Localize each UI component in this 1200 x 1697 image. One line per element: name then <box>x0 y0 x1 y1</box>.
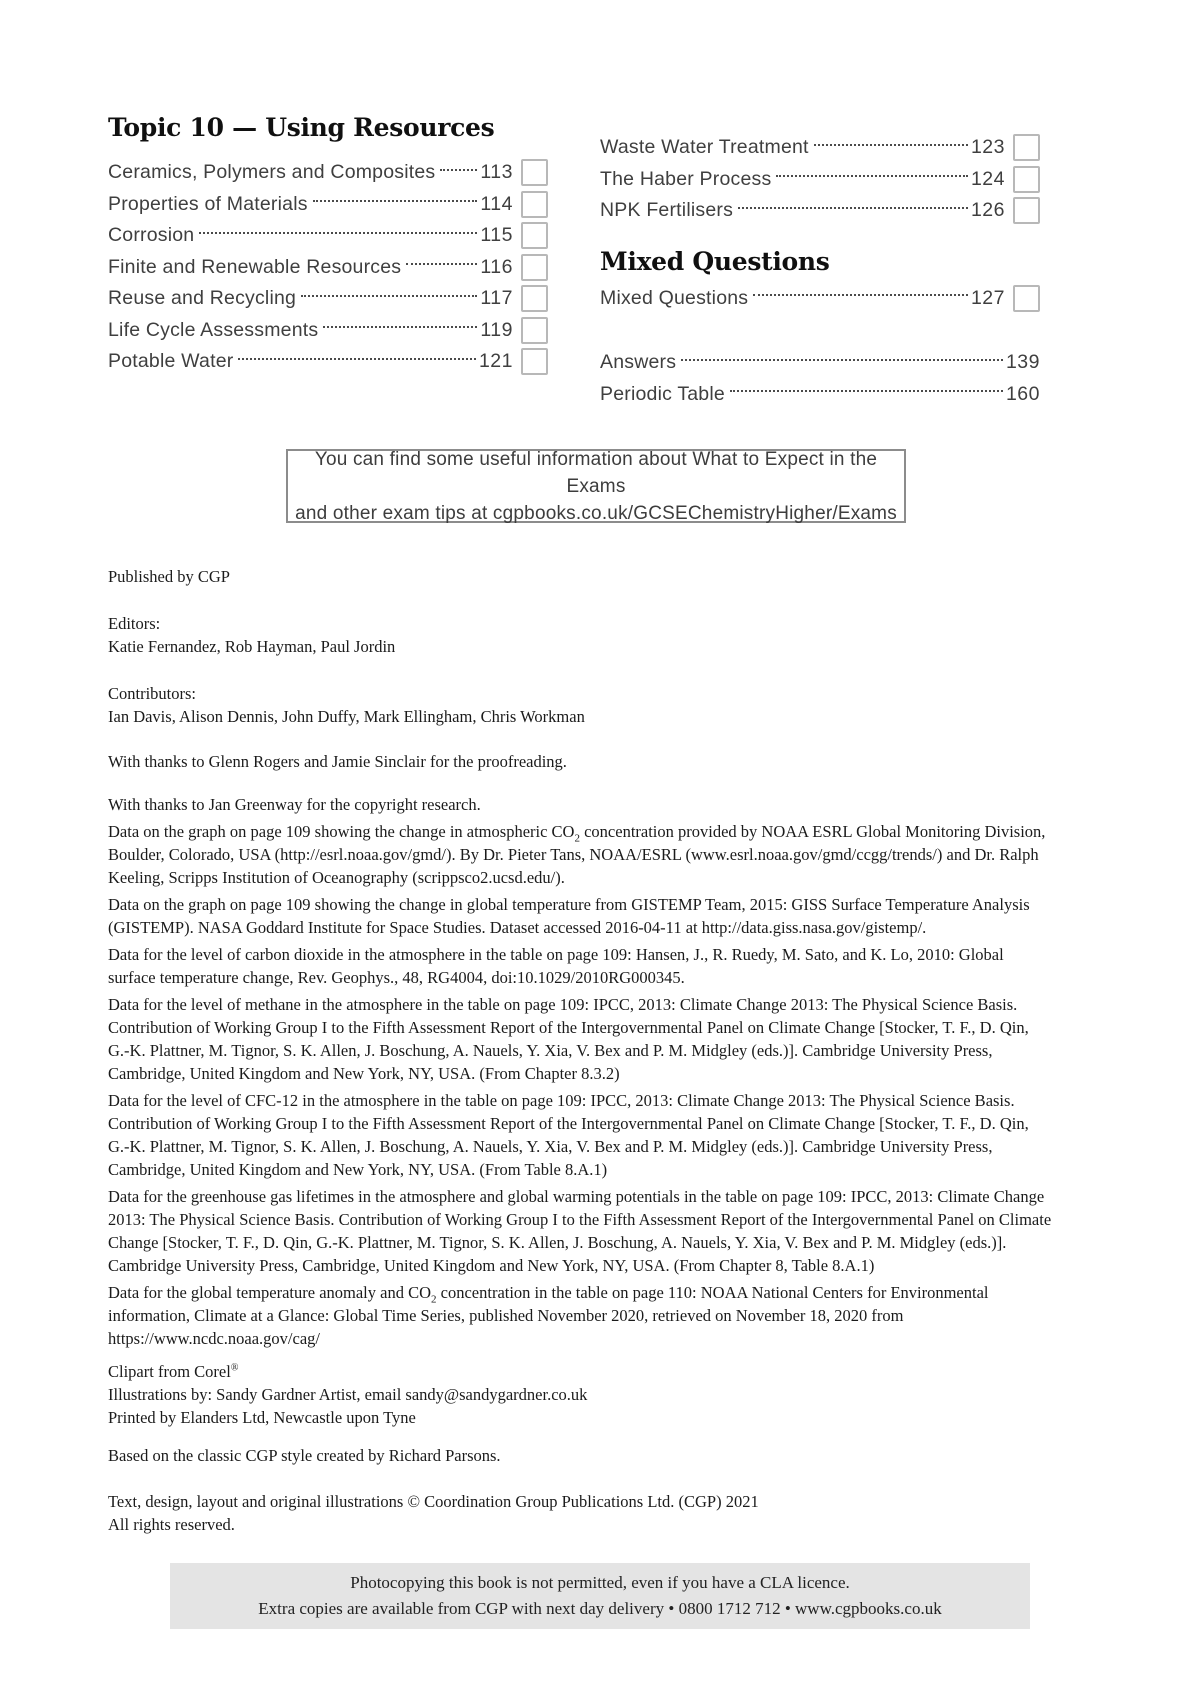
toc-item <box>600 132 1040 164</box>
toc-item-checkbox[interactable] <box>1013 197 1040 224</box>
toc-item-page: 123 <box>970 136 1005 159</box>
toc-item-page: 115 <box>480 224 513 247</box>
toc-item-page: 117 <box>480 287 513 310</box>
rights-reserved: All rights reserved. <box>108 1515 235 1534</box>
toc-item-label: Waste Water Treatment <box>600 136 809 159</box>
clipart-credit: Clipart from Corel® <box>108 1362 239 1381</box>
exam-info-box <box>286 449 906 523</box>
toc-item-page: 126 <box>970 199 1005 222</box>
toc-item-checkbox[interactable] <box>521 317 548 344</box>
toc-item-label: Ceramics, Polymers and Composites <box>108 161 436 184</box>
toc-heading-topic10: Topic 10 — Using Resources <box>108 113 495 142</box>
toc-item-label: Mixed Questions <box>600 286 749 309</box>
published-by: Published by CGP <box>108 567 230 586</box>
toc-mixed-items <box>600 283 1040 315</box>
dotted-leader <box>738 207 968 209</box>
toc-item-page: 124 <box>970 167 1005 190</box>
based-on: Based on the classic CGP style created by Richard Parsons. <box>108 1446 501 1465</box>
toc-item-checkbox[interactable] <box>521 191 548 218</box>
data-credit-greenhouse-lifetimes: Data for the greenhouse gas lifetimes in the atmosphere and global warming potentials in the table on page 109: IPCC, 2013: Climate Change 2013: The Physical Science Basis. Contribution of Working Group I to the Fifth Assessment Report of the Intergovernmental Panel on Climate Change [Stocker, T. F., D. Qin, G.-K. Plattner, M. Tignor, S. K. Allen, J. Boschung, A. Nauels, Y. Xia, V. Bex and P. M. Midgley (eds.)]. Cambridge University Press, Cambridge, United Kingdom and New York, NY, USA. (From Chapter 8, Table 8.A.1) <box>108 1187 1052 1275</box>
toc-item-checkbox[interactable] <box>521 222 548 249</box>
toc-item-checkbox[interactable] <box>521 159 548 186</box>
copyright-line: Text, design, layout and original illustrations © Coordination Group Publications Ltd. (CGP) 2021 <box>108 1492 759 1511</box>
printed-by: Printed by Elanders Ltd, Newcastle upon Tyne <box>108 1408 416 1427</box>
dotted-leader <box>440 169 477 171</box>
toc-item <box>600 379 1040 411</box>
photocopy-notice-line1: Photocopying this book is not permitted, even if you have a CLA licence. <box>350 1573 850 1592</box>
toc-item-label: Periodic Table <box>600 382 725 405</box>
toc-item-label: Life Cycle Assessments <box>108 318 319 341</box>
toc-item-label: Corrosion <box>108 224 195 247</box>
data-credit-carbon-dioxide: Data for the level of carbon dioxide in the atmosphere in the table on page 109: Hansen, J., R. Ruedy, M. Sato, and K. Lo, 2010: Global surface temperature change, Rev. Geophys., 48, RG4004, doi:10.1029/2010RG000345. <box>108 945 1004 987</box>
toc-item-checkbox[interactable] <box>1013 134 1040 161</box>
toc-item-page: 160 <box>1005 382 1040 405</box>
toc-item <box>600 283 1040 315</box>
data-credit-methane: Data for the level of methane in the atmosphere in the table on page 109: IPCC, 2013: Climate Change 2013: The Physical Science Basis. Contribution of Working Group I to the Fifth Assessment Report of the Intergovernmental Panel on Climate Change [Stocker, T. F., D. Qin, G.-K. Plattner, M. Tignor, S. K. Allen, J. Boschung, A. Nauels, Y. Xia, V. Bex and P. M. Midgley (eds.)]. Cambridge University Press, Cambridge, United Kingdom and New York, NY, USA. (From Chapter 8.3.2) <box>108 995 1029 1083</box>
dotted-leader <box>681 359 1003 361</box>
toc-heading-mixed: Mixed Questions <box>600 246 830 276</box>
toc-item-label: The Haber Process <box>600 167 772 190</box>
dotted-leader <box>199 232 477 234</box>
toc-item <box>108 283 548 315</box>
toc-item-page: 119 <box>480 318 513 341</box>
thanks-proofreading: With thanks to Glenn Rogers and Jamie Sinclair for the proofreading. <box>108 752 567 771</box>
data-credit-temp-anomaly: Data for the global temperature anomaly and $CO_2$ concentration in the table on page 110: NOAA National Centers for Environmental information, Climate at a Glance: Global Time Series, published November 2020, retrieved on November 18, 2020 from https://www.ncdc.noaa.gov/cag/ <box>108 1283 989 1348</box>
photocopy-notice <box>170 1563 1030 1629</box>
dotted-leader <box>238 358 476 360</box>
dotted-leader <box>301 295 477 297</box>
toc-item-label: Finite and Renewable Resources <box>108 255 402 278</box>
toc-end-items <box>600 347 1040 410</box>
contributors-names: Ian Davis, Alison Dennis, John Duffy, Mark Ellingham, Chris Workman <box>108 707 585 726</box>
toc-left-column <box>108 113 548 378</box>
toc-item-checkbox[interactable] <box>1013 166 1040 193</box>
data-credit-cfc12: Data for the level of CFC-12 in the atmosphere in the table on page 109: IPCC, 2013: Climate Change 2013: The Physical Science Basis. Contribution of Working Group I to the Fifth Assessment Report of the Intergovernmental Panel on Climate Change [Stocker, T. F., D. Qin, G.-K. Plattner, M. Tignor, S. K. Allen, J. Boschung, A. Nauels, Y. Xia, V. Bex and P. M. Midgley (eds.)]. Cambridge University Press, Cambridge, United Kingdom and New York, NY, USA. (From Table 8.A.1) <box>108 1091 1029 1179</box>
illustrations-credit: Illustrations by: Sandy Gardner Artist, email sandy@sandygardner.co.uk <box>108 1385 588 1404</box>
toc-item-checkbox[interactable] <box>521 285 548 312</box>
toc-item-label: Reuse and Recycling <box>108 287 297 310</box>
dotted-leader <box>406 263 477 265</box>
toc-item <box>600 195 1040 227</box>
toc-item <box>108 252 548 284</box>
dotted-leader <box>730 390 1003 392</box>
toc-item <box>108 157 548 189</box>
dotted-leader <box>776 175 968 177</box>
toc-item <box>600 164 1040 196</box>
toc-right-items <box>600 132 1040 227</box>
editors-label: Editors: <box>108 614 161 633</box>
exam-info-line2: and other exam tips at cgpbooks.co.uk/GCSEChemistryHigher/Exams <box>295 502 897 524</box>
toc-item-page: 116 <box>480 255 513 278</box>
data-credit-gistemp: Data on the graph on page 109 showing the change in global temperature from GISTEMP Team, 2015: GISS Surface Temperature Analysis (GISTEMP). NASA Goddard Institute for Space Studies. Dataset accessed 2016-04-11 at http://data.giss.nasa.gov/gistemp/. <box>108 895 1030 937</box>
toc-left-items <box>108 157 548 378</box>
photocopy-notice-line2: Extra copies are available from CGP with next day delivery • 0800 1712 712 • www.cgpbooks.co.uk <box>258 1599 942 1618</box>
toc-item <box>108 346 548 378</box>
exam-info-line1: You can find some useful information about What to Expect in the Exams <box>314 448 878 497</box>
dotted-leader <box>814 144 968 146</box>
toc-item <box>108 220 548 252</box>
toc-item-checkbox[interactable] <box>521 348 548 375</box>
toc-item-checkbox[interactable] <box>1013 285 1040 312</box>
contributors-label: Contributors: <box>108 684 197 703</box>
toc-item <box>600 347 1040 379</box>
toc-item <box>108 189 548 221</box>
toc-item-page: 139 <box>1005 351 1040 374</box>
toc-item-label: Potable Water <box>108 350 234 373</box>
toc-item-page: 114 <box>480 192 513 215</box>
thanks-copyright: With thanks to Jan Greenway for the copyright research. <box>108 795 481 814</box>
data-credit-co2-graph: Data on the graph on page 109 showing the change in atmospheric $CO_2$ concentration provided by NOAA ESRL Global Monitoring Division, Boulder, Colorado, USA (http://esrl.noaa.gov/gmd/). By Dr. Pieter Tans, NOAA/ESRL (www.esrl.noaa.gov/gmd/ccgg/trends/) and Dr. Ralph Keeling, Scripps Institution of Oceanography (scrippsco2.ucsd.edu/). <box>108 822 1046 887</box>
toc-item-label: Answers <box>600 351 677 374</box>
publication-info <box>108 565 1053 1536</box>
toc-item-label: Properties of Materials <box>108 192 308 215</box>
toc-item-page: 113 <box>480 161 513 184</box>
toc-item-page: 121 <box>478 350 513 373</box>
toc-item <box>108 315 548 347</box>
toc-right-column <box>600 132 1040 410</box>
toc-item-label: NPK Fertilisers <box>600 199 734 222</box>
dotted-leader <box>313 200 478 202</box>
toc-item-page: 127 <box>970 286 1005 309</box>
toc-item-checkbox[interactable] <box>521 254 548 281</box>
editors-names: Katie Fernandez, Rob Hayman, Paul Jordin <box>108 637 396 656</box>
dotted-leader <box>753 294 968 296</box>
dotted-leader <box>323 326 477 328</box>
